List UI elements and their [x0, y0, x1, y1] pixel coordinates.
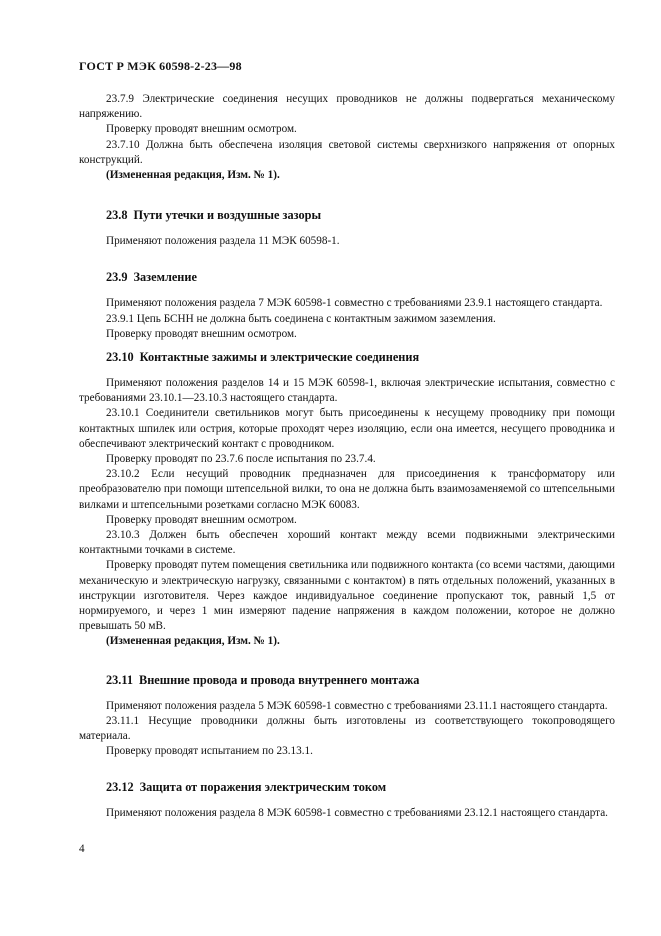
section-heading-23-8: [79, 208, 615, 223]
section-heading-23-12: [79, 780, 615, 795]
page-content: [79, 92, 615, 821]
section-heading-23-10: [79, 350, 615, 365]
section-title: Заземление: [133, 270, 197, 285]
section-title: Внешние провода и провода внутреннего монтажа: [139, 672, 420, 687]
section-title: Пути утечки и воздушные зазоры: [133, 208, 322, 223]
paragraph: Применяют положения раздела 11 МЭК 60598-1.: [106, 235, 340, 248]
paragraph: Применяют положения раздела 5 МЭК 60598-1 совместно с требованиями 23.11.1 настоящего стандарта.: [106, 699, 608, 712]
paragraph: 23.7.9 Электрические соединения несущих проводников не должны подвергаться механическому напряжению.: [79, 93, 615, 121]
section-heading-23-11: [79, 673, 615, 688]
paragraph: 23.11.1 Несущие проводники должны быть изготовлены из соответствующего токопроводящего материала.: [79, 714, 615, 743]
paragraph: 23.10.2 Если несущий проводник предназначен для присоединения к трансформатору или преобразователю при помощи штепсельной вилки, то она не должна быть взаимозаменяемой со штепсельными вилками и штепсельными розетками согласно МЭК 60083.: [79, 468, 615, 511]
section-number: 23.12: [106, 779, 134, 794]
amendment-note: (Измененная редакция, Изм. № 1).: [106, 635, 280, 648]
paragraph: Проверку проводят по 23.7.6 после испытания по 23.7.4.: [106, 453, 376, 466]
section-number: 23.10: [106, 350, 134, 365]
amendment-note: (Измененная редакция, Изм. № 1).: [106, 169, 280, 182]
paragraph: 23.10.3 Должен быть обеспечен хороший контакт между всеми подвижными электрическими контактными точками в системе.: [79, 529, 615, 557]
paragraph: Проверку проводят внешним осмотром.: [106, 327, 297, 340]
paragraph: Применяют положения разделов 14 и 15 МЭК 60598-1, включая электрические испытания, совместно с требованиями 23.10.1—23.10.3 настоящего стандарта.: [79, 377, 615, 405]
paragraph: 23.9.1 Цепь БСНН не должна быть соединена с контактным зажимом заземления.: [106, 312, 496, 325]
section-number: 23.8: [106, 208, 128, 223]
page-number: 4: [79, 843, 85, 855]
paragraph: Проверку проводят испытанием по 23.13.1.: [106, 745, 313, 758]
section-heading-23-9: [79, 270, 615, 285]
section-number: 23.11: [106, 672, 133, 687]
document-header: ГОСТ Р МЭК 60598-2-23—98: [79, 59, 242, 73]
paragraph: Проверку проводят внешним осмотром.: [106, 123, 297, 136]
paragraph: Проверку проводят путем помещения светильника или подвижного контакта (со всеми частями, дающими механическую и электрическую нагрузку, связанными с контактом) в пять отдельных положений, указанных в инструкции изготовителя. Через каждое индивидуальное соединение пропускают ток, равный 1,5 от нормируемого, и через 1 мин измеряют падение напряжения в каждом положении, которое не должно превышать 50 мВ.: [79, 559, 615, 633]
paragraph: 23.7.10 Должна быть обеспечена изоляция световой системы сверхнизкого напряжения от опорных конструкций.: [79, 138, 615, 166]
paragraph: 23.10.1 Соединители светильников могут быть присоединены к несущему проводнику при помощи контактных шпилек или острия, которые проходят через изоляцию, если она имеется, несущего проводника и обеспечивают электрический контакт с проводником.: [79, 407, 615, 450]
section-number: 23.9: [106, 270, 128, 285]
section-title: Контактные зажимы и электрические соединения: [139, 350, 420, 365]
paragraph: Применяют положения раздела 8 МЭК 60598-1 совместно с требованиями 23.12.1 настоящего стандарта.: [106, 806, 608, 819]
paragraph: Проверку проводят внешним осмотром.: [106, 513, 297, 526]
paragraph: Применяют положения раздела 7 МЭК 60598-1 совместно с требованиями 23.9.1 настоящего стандарта.: [106, 297, 603, 310]
section-title: Защита от поражения электрическим током: [139, 779, 387, 794]
